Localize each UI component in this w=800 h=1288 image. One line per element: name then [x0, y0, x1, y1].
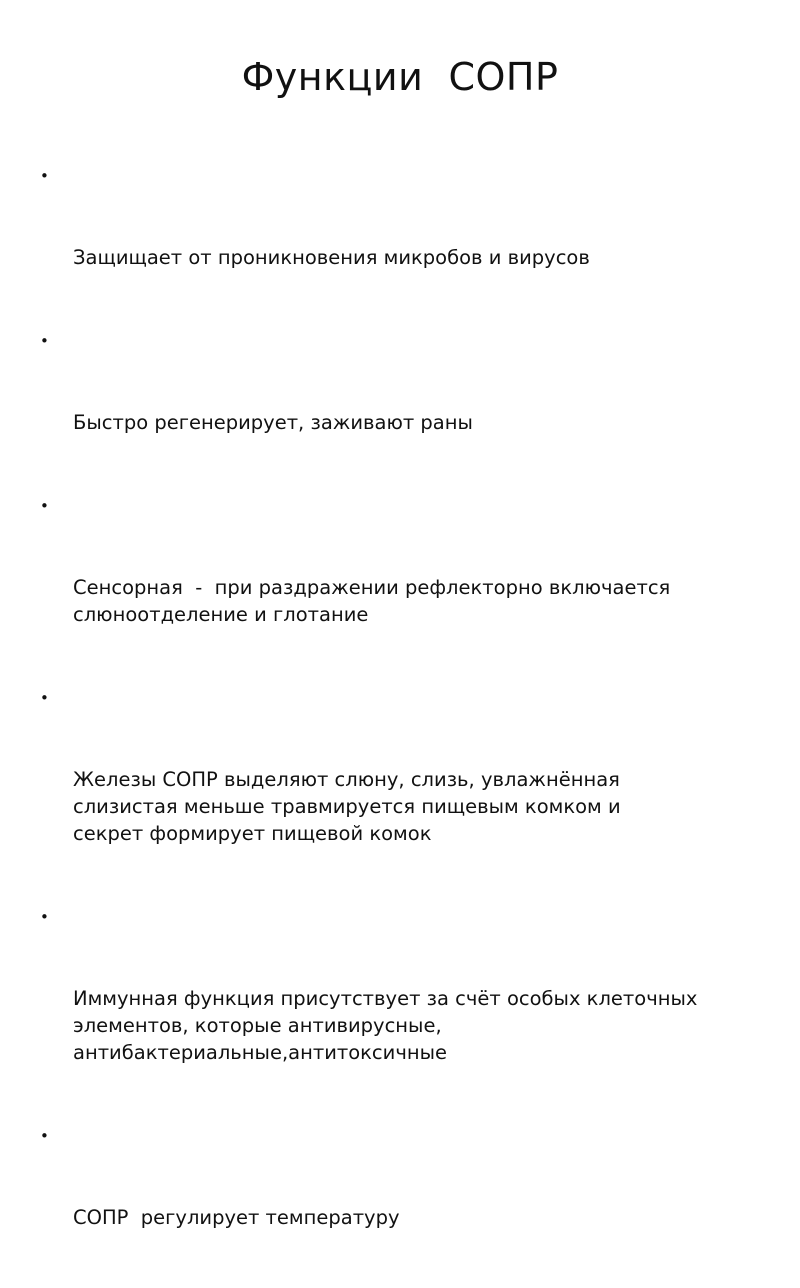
bullet-text: Сенсорная - при раздражении рефлекторно включается слюноотделение и глотание	[73, 576, 671, 626]
bullet-list	[40, 163, 780, 1288]
bullet-icon: •	[40, 1127, 49, 1145]
bullet-text: Быстро регенерирует, заживают раны	[73, 411, 473, 434]
bullet-icon: •	[40, 167, 49, 185]
bullet-icon: •	[40, 332, 49, 350]
bullet-item	[40, 904, 780, 1120]
bullet-item	[40, 328, 780, 490]
bullet-icon: •	[40, 689, 49, 707]
bullet-icon: •	[40, 497, 49, 515]
bullet-item	[40, 163, 780, 325]
bullet-item	[40, 685, 780, 901]
bullet-item	[40, 493, 780, 682]
bullet-text: Защищает от проникновения микробов и вирусов	[73, 246, 590, 269]
bullet-text: СОПР регулирует температуру	[73, 1206, 400, 1229]
bullet-text: Иммунная функция присутствует за счёт особых клеточных элементов, которые антивирусные, антибактериальные,антитоксичные	[73, 987, 698, 1064]
slide-title: Функции СОПР	[241, 55, 559, 99]
bullet-icon: •	[40, 908, 49, 926]
bullet-item	[40, 1123, 780, 1285]
bullet-text: Железы СОПР выделяют слюну, слизь, увлажнённая слизистая меньше травмируется пищевым комком и секрет формирует пищевой комок	[73, 768, 621, 845]
